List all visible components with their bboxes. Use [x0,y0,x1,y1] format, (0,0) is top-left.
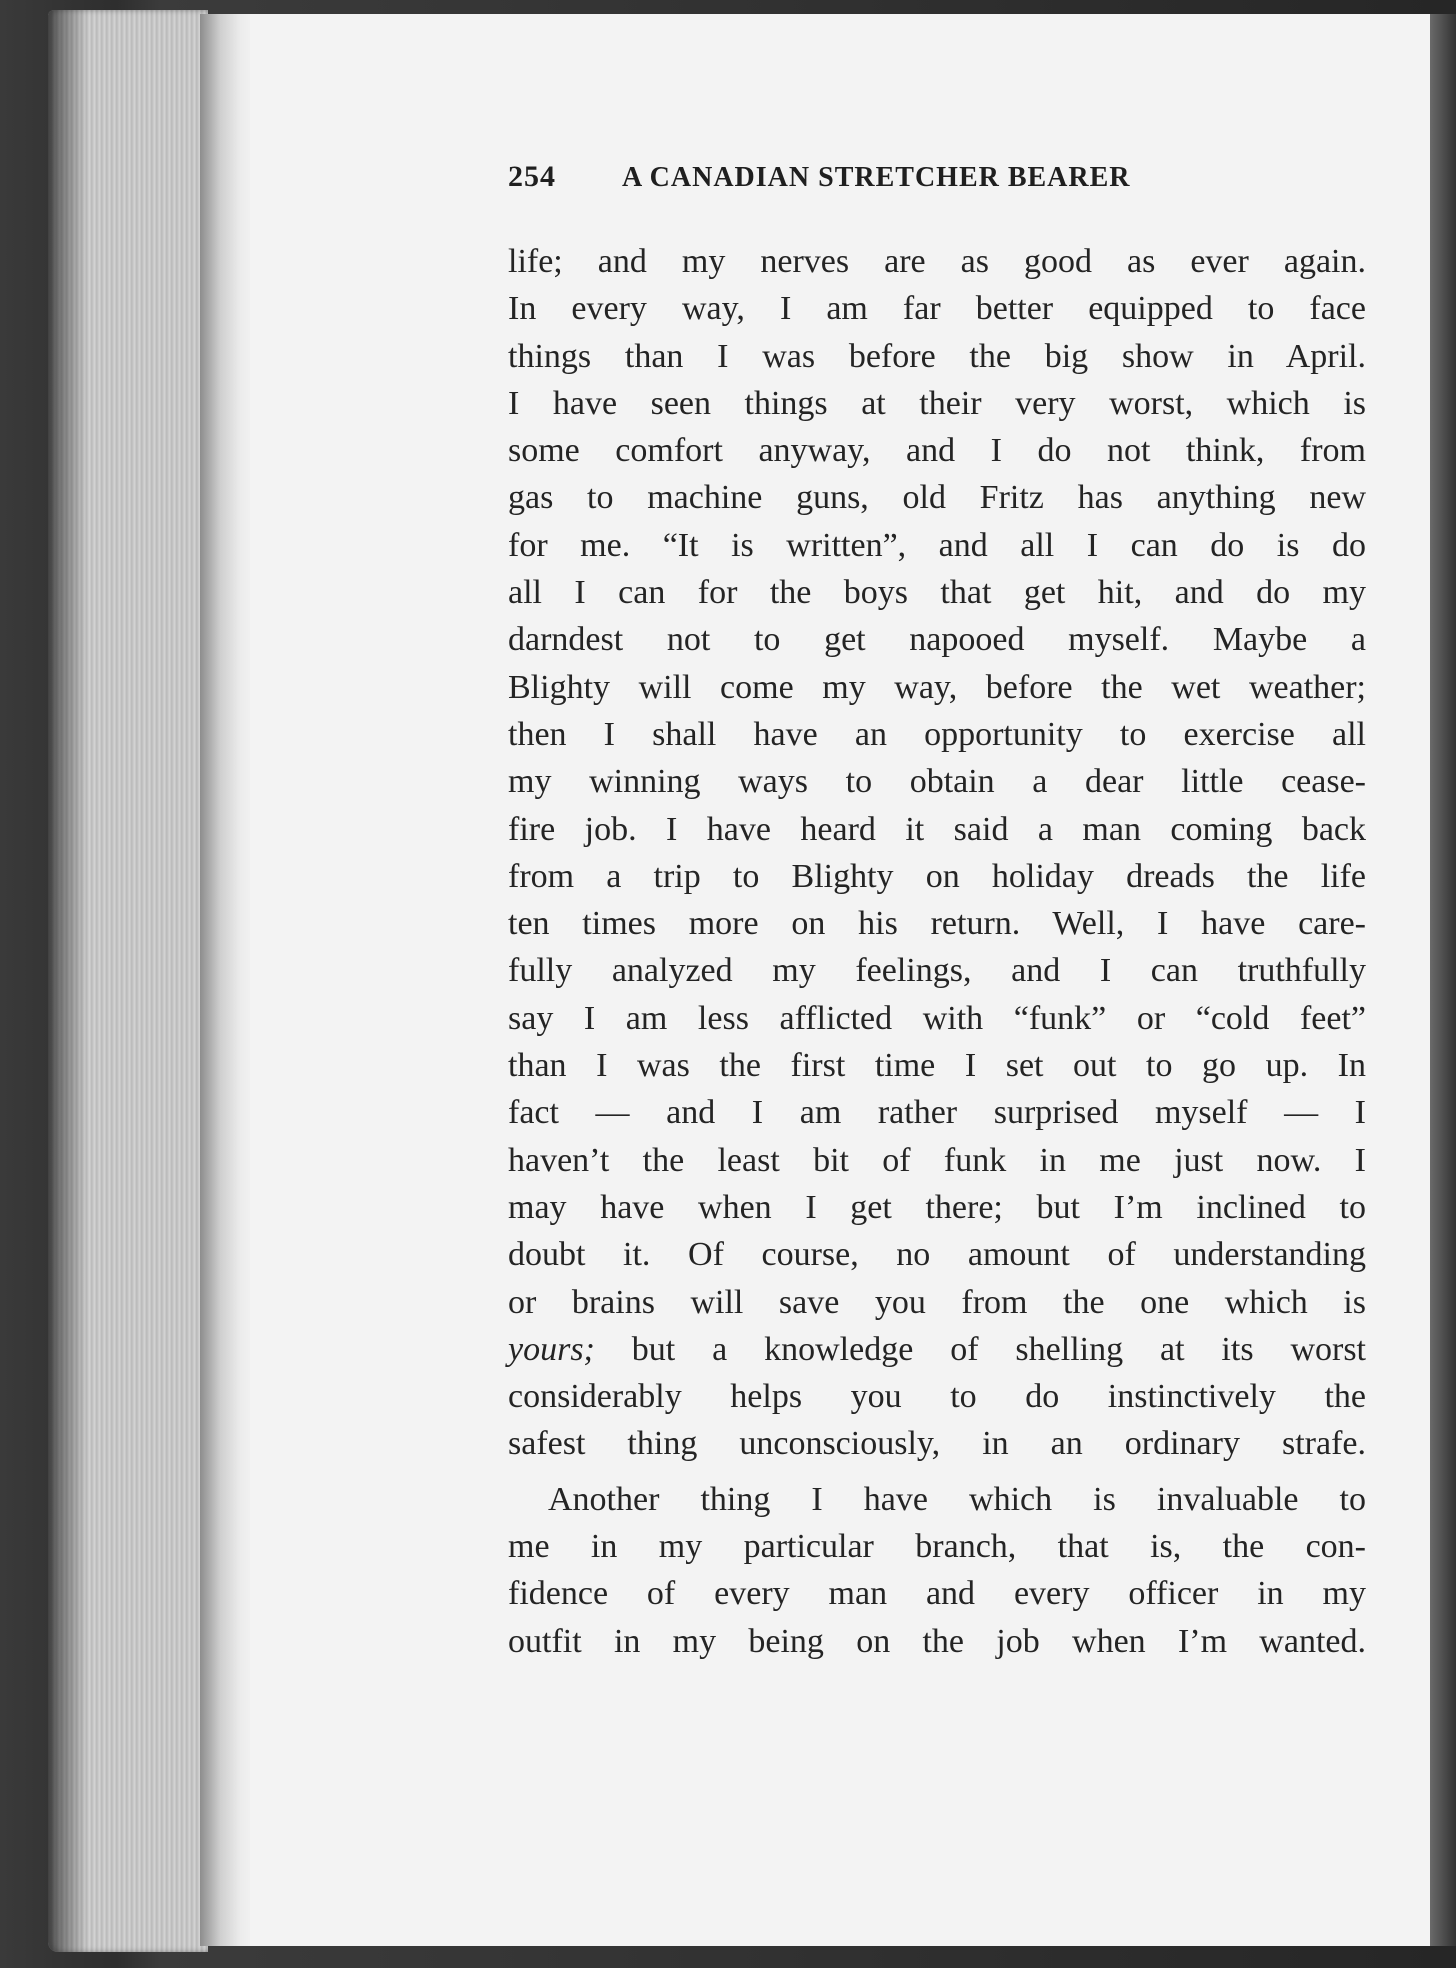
text-line: all I can for the boys that get hit, and do my [508,574,1366,612]
text-line: my winning ways to obtain a dear little cease- [508,763,1366,801]
text-line: fully analyzed my feelings, and I can truthfully [508,952,1366,990]
text-line: fire job. I have heard it said a man coming back [508,810,1366,848]
running-title: A CANADIAN STRETCHER BEARER [622,162,1131,193]
text-line: things than I was before the big show in April. [508,337,1366,375]
text-line: gas to machine guns, old Fritz has anything new [508,479,1366,517]
text-line: may have when I get there; but I’m inclined to [508,1188,1366,1226]
text-line: or brains will save you from the one which is [508,1283,1366,1321]
text-line: considerably helps you to do instinctively the [508,1378,1366,1416]
text-line-yours [508,1326,1366,1373]
text-line: I have seen things at their very worst, which is [508,384,1366,422]
book-page-edges [48,10,208,1952]
text-line: doubt it. Of course, no amount of understanding [508,1236,1366,1274]
text-line: for me. “It is written”, and all I can do is do [508,526,1366,564]
text-line: fidence of every man and every officer in my [508,1575,1366,1613]
text-line: some comfort anyway, and I do not think, from [508,432,1366,470]
text-line: than I was the first time I set out to go up. In [508,1047,1366,1085]
text-line: me in my particular branch, that is, the con- [508,1528,1366,1566]
text-line: darndest not to get napooed myself. Maybe a [508,621,1366,659]
text-line-rest: but a knowledge of shelling at its worst [631,1330,1367,1368]
paragraph-start-line: Another thing I have which is invaluable to [548,1480,1366,1518]
text-line: outfit in my being on the job when I’m wanted. [508,1622,1366,1660]
text-line: Blighty will come my way, before the wet weather; [508,668,1366,706]
text-line: say I am less afflicted with “funk” or “cold feet” [508,999,1366,1037]
text-line: then I shall have an opportunity to exercise all [508,715,1366,753]
text-line: from a trip to Blighty on holiday dreads the life [508,857,1366,895]
text-line: In every way, I am far better equipped to face [508,290,1366,328]
text-line: safest thing unconsciously, in an ordinary strafe. [508,1425,1366,1463]
text-line: life; and my nerves are as good as ever again. [508,243,1366,280]
text-line: fact — and I am rather surprised myself — I [508,1094,1366,1132]
italic-yours: yours; [508,1330,595,1368]
body-text [508,238,1366,1665]
text-line: ten times more on his return. Well, I have care- [508,905,1366,943]
running-header [508,160,1248,200]
text-line: haven’t the least bit of funk in me just now. I [508,1141,1366,1179]
page-number: 254 [508,160,556,193]
